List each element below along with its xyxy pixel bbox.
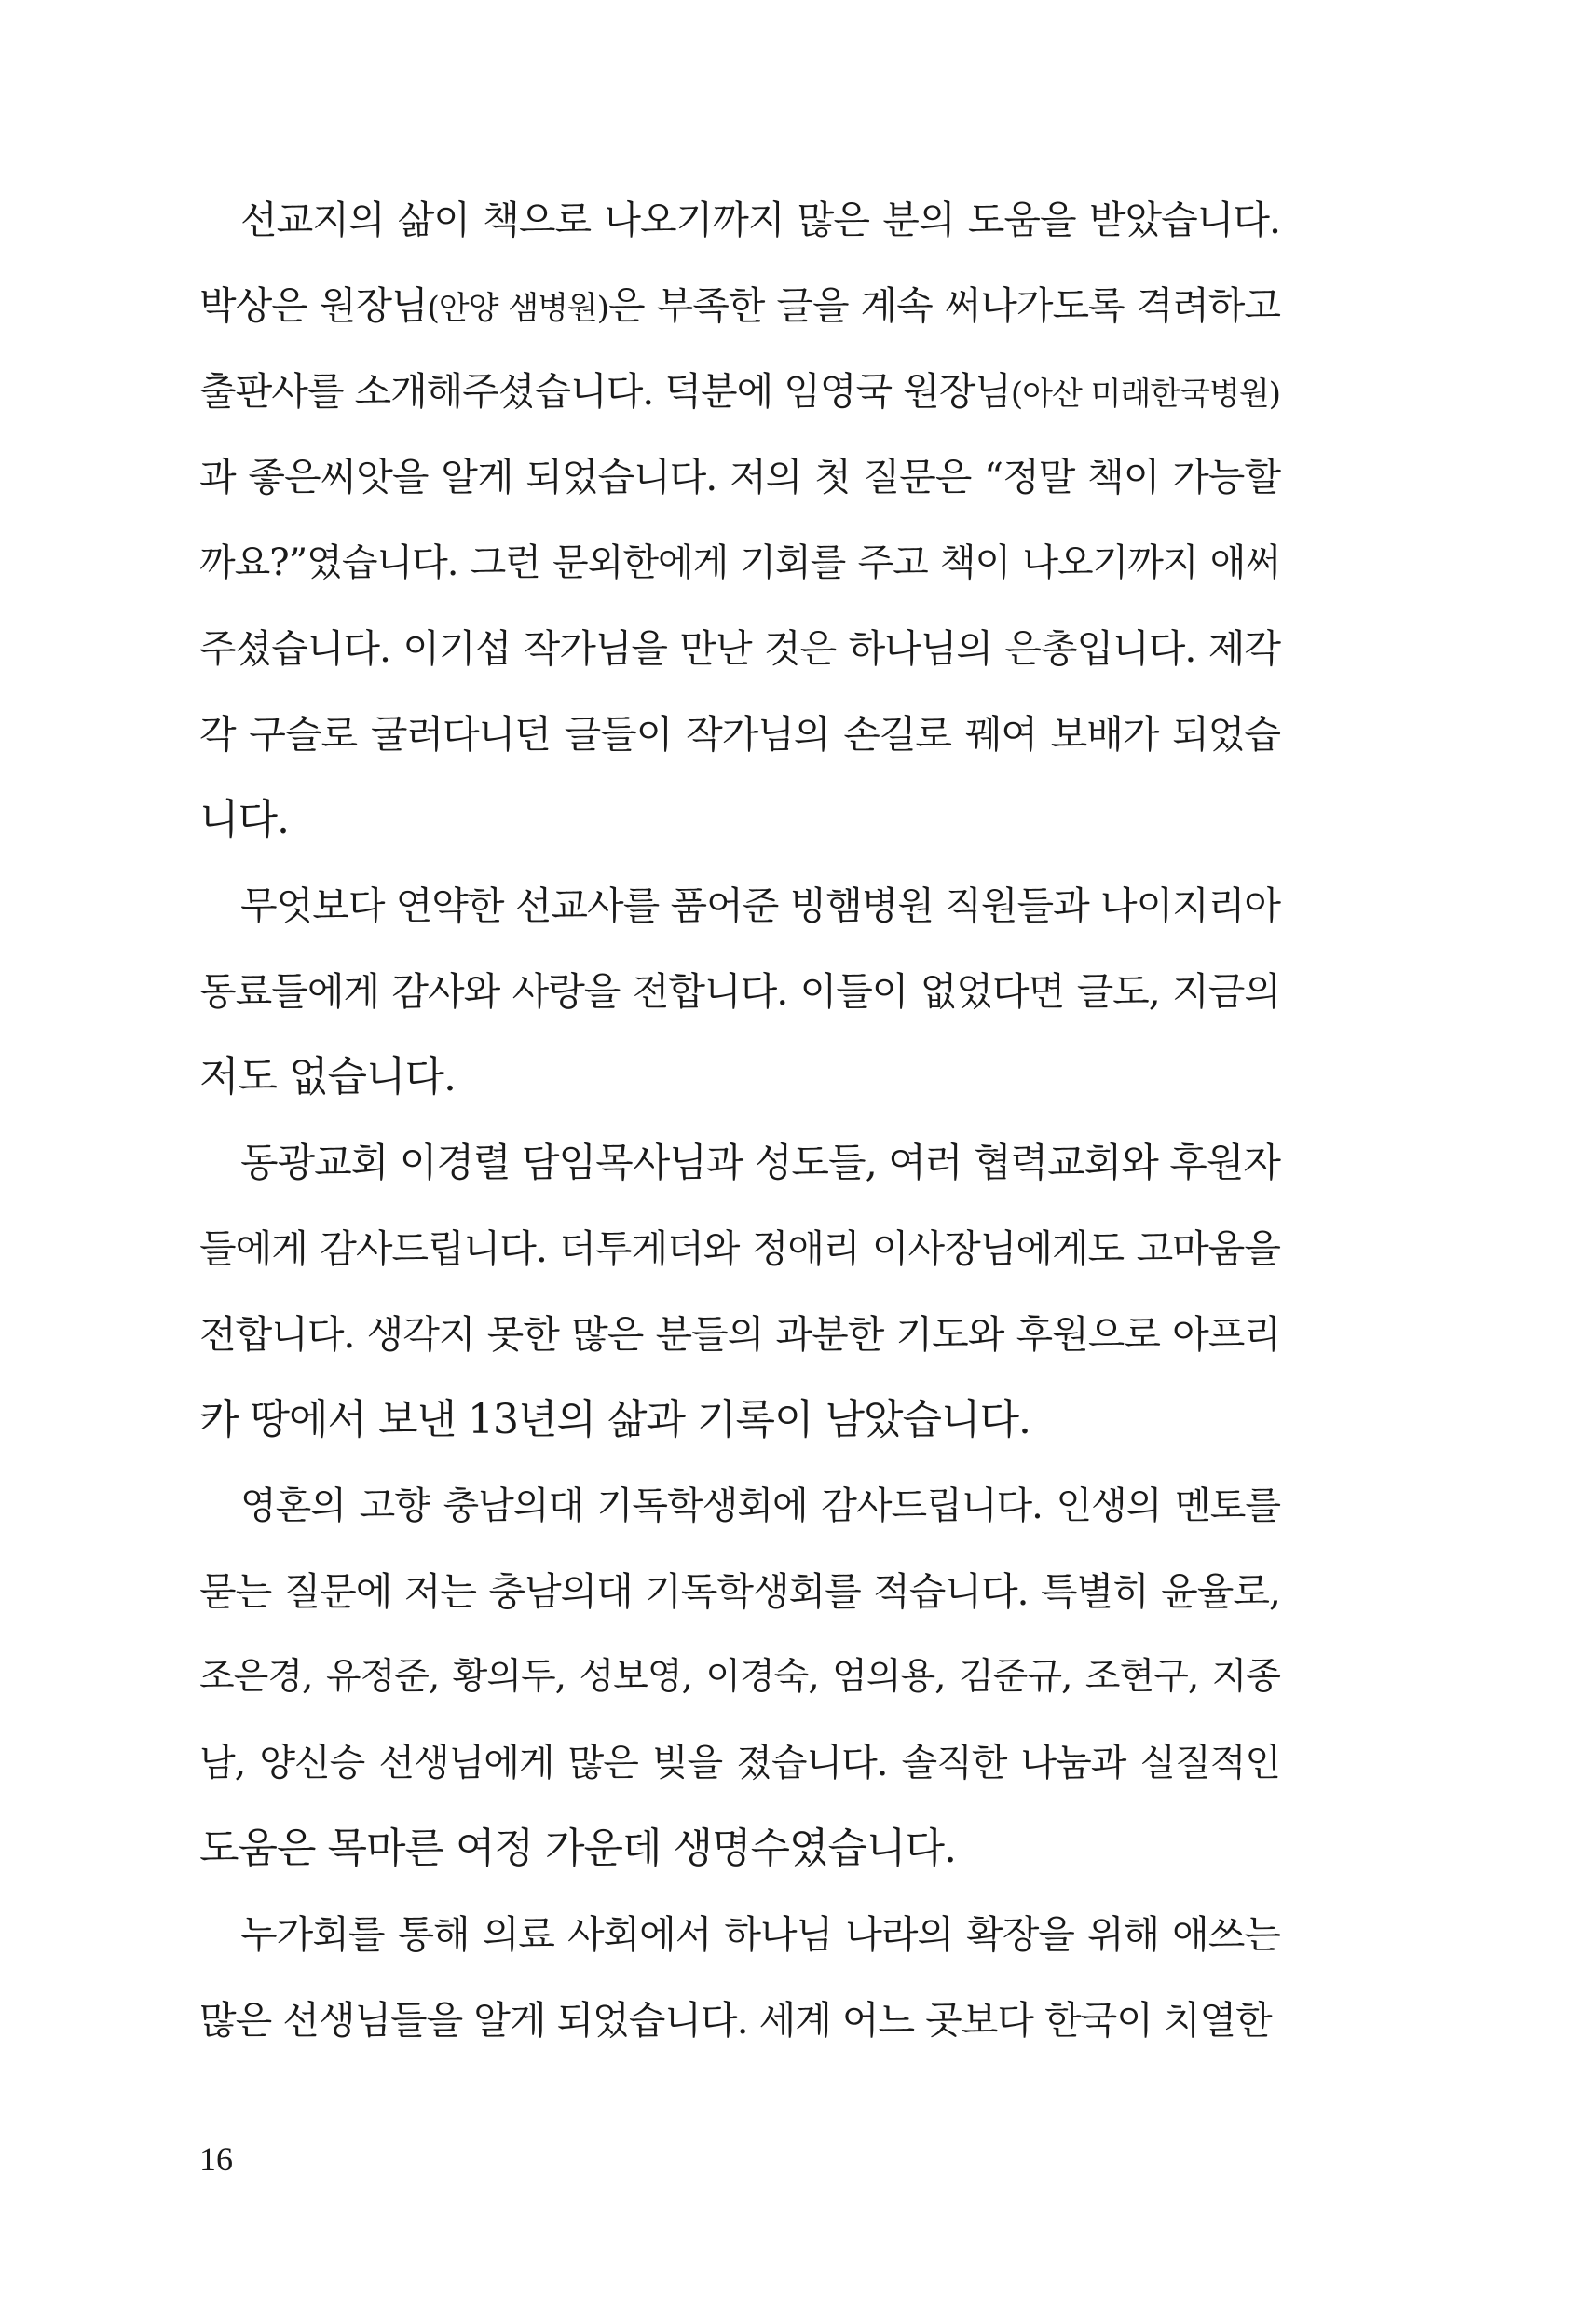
text-segment: 무엇보다 연약한 선교사를 품어준 빙햄병원 직원들과 나이지리아: [240, 883, 1280, 928]
text-segment: 선교지의 삶이 책으로 나오기까지 많은 분의 도움을 받았습니다.: [240, 198, 1280, 242]
text-segment: 도움은 목마른 여정 가운데 생명수였습니다.: [199, 1825, 957, 1872]
text-line: [199, 349, 1280, 434]
text-segment: 들에게 감사드립니다. 더투게더와 정애리 이사장님에게도 고마움을: [199, 1226, 1280, 1271]
text-line: [199, 606, 1280, 691]
text-segment: 누가회를 통해 의료 사회에서 하나님 나라의 확장을 위해 애쓰는: [240, 1912, 1280, 1957]
text-line: [199, 1206, 1280, 1292]
text-segment: 각 구슬로 굴러다니던 글들이 작가님의 손길로 꿰여 보배가 되었습: [199, 712, 1280, 757]
text-segment: 많은 선생님들을 알게 되었습니다. 세계 어느 곳보다 한국이 치열한: [199, 1998, 1272, 2043]
text-segment: 동료들에게 감사와 사랑을 전합니다. 이들이 없었다면 글도, 지금의: [199, 969, 1280, 1014]
text-line: [199, 263, 1280, 349]
text-line: [199, 1720, 1280, 1806]
text-segment: 동광교회 이경렬 담임목사님과 성도들, 여러 협력교회와 후원자: [240, 1140, 1280, 1185]
text-segment: 과 좋은씨앗을 알게 되었습니다. 저의 첫 질문은 “정말 책이 가능할: [199, 455, 1280, 499]
text-segment: 니다.: [199, 796, 289, 843]
text-line: [199, 177, 1280, 263]
text-segment: 은 부족한 글을 계속 써나가도록 격려하고: [608, 283, 1281, 328]
text-segment: 박상은 원장님: [199, 283, 428, 328]
text-segment: 출판사를 소개해주셨습니다. 덕분에 임영국 원장님: [199, 369, 1011, 414]
text-line: [199, 1034, 1280, 1120]
body-text: [199, 177, 1280, 2063]
page-number: 16: [199, 2140, 233, 2178]
text-line: [199, 1634, 1280, 1720]
text-segment: 주셨습니다. 이기섭 작가님을 만난 것은 하나님의 은총입니다. 제각: [199, 626, 1280, 671]
text-line: [199, 1806, 1280, 1892]
text-line: [199, 1549, 1280, 1634]
text-line: [199, 434, 1280, 520]
text-line: [199, 1892, 1280, 1977]
text-line: [199, 520, 1280, 606]
text-line: [199, 691, 1280, 777]
text-segment: 까요?”였습니다. 그런 문외한에게 기회를 주고 책이 나오기까지 애써: [199, 541, 1280, 584]
parenthetical-note: (아산 미래한국병원): [1010, 376, 1280, 413]
text-line: [199, 949, 1280, 1034]
text-line: [199, 1292, 1280, 1377]
text-segment: 영혼의 고향 충남의대 기독학생회에 감사드립니다. 인생의 멘토를: [240, 1484, 1280, 1527]
text-line: [199, 777, 1280, 863]
text-segment: 전합니다. 생각지 못한 많은 분들의 과분한 기도와 후원으로 아프리: [199, 1312, 1280, 1357]
text-segment: 조은경, 유정준, 황의두, 성보영, 이경숙, 엄의용, 김준규, 조현구, 지종: [199, 1656, 1280, 1698]
text-line: [199, 863, 1280, 949]
text-line: [199, 1120, 1280, 1206]
parenthetical-note: (안양 샘병원): [427, 290, 609, 327]
text-line: [199, 1977, 1280, 2063]
text-line: [199, 1377, 1280, 1463]
text-segment: 카 땅에서 보낸 13년의 삶과 기록이 남았습니다.: [199, 1396, 1030, 1443]
text-line: [199, 1463, 1280, 1549]
text-segment: 저도 없습니다.: [199, 1053, 456, 1101]
text-segment: 묻는 질문에 저는 충남의대 기독학생회를 적습니다. 특별히 윤율로,: [199, 1569, 1280, 1614]
text-segment: 남, 양신승 선생님에게 많은 빚을 졌습니다. 솔직한 나눔과 실질적인: [199, 1742, 1280, 1785]
